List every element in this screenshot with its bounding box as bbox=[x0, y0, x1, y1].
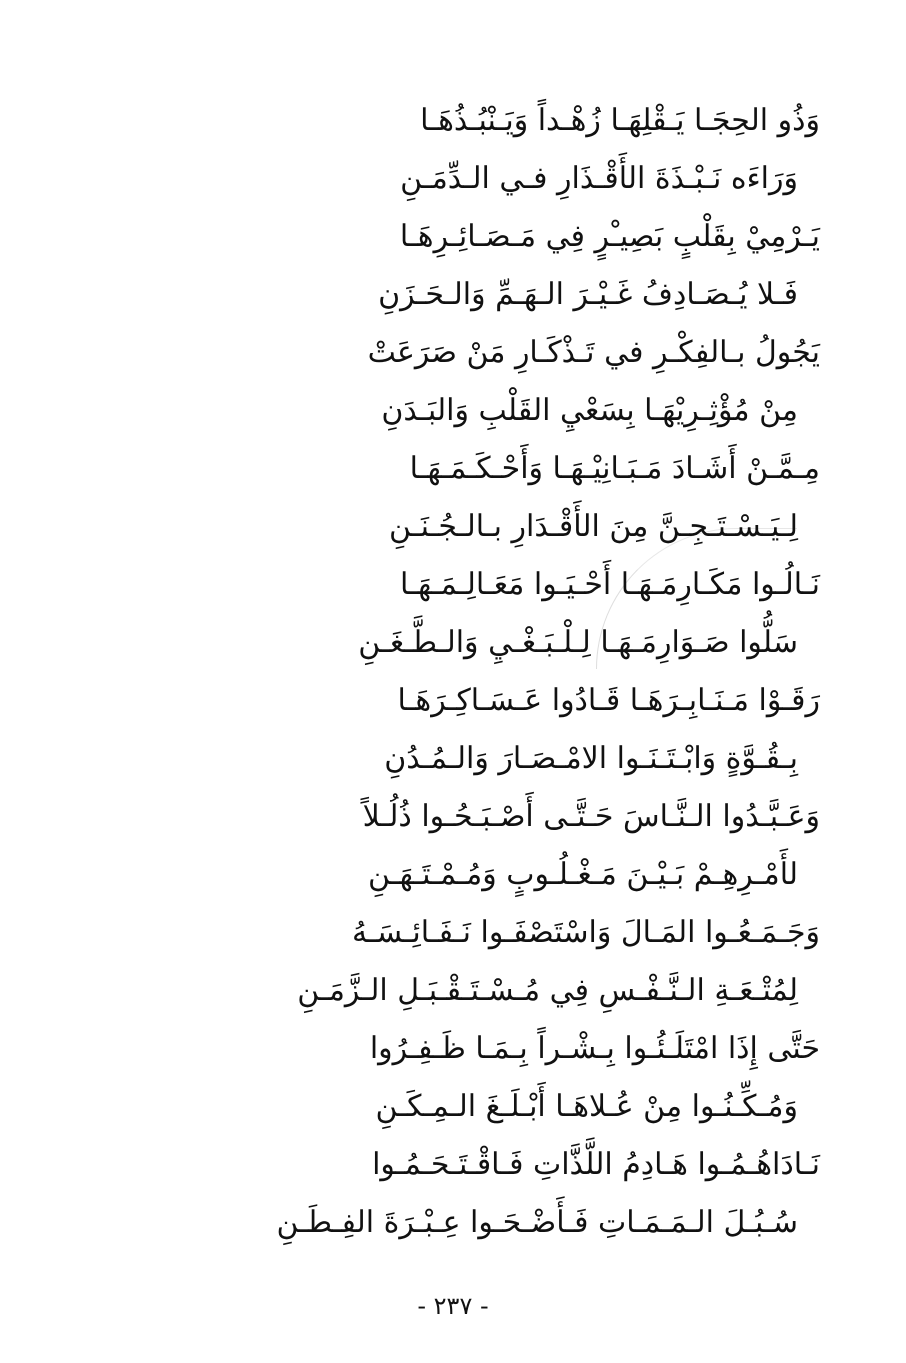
verse-line: لِـيَـسْـتَـجِـنَّ مِنَ الأَقْـدَارِ بـالـجُـنَـنِ bbox=[388, 509, 798, 544]
verse-line: سَلُّوا صَـوَارِمَـهَـا لِـلْـبَـغْـيِ وَالـطَّـغَـنِ bbox=[358, 625, 798, 660]
verse-line: نَـادَاهُـمُـوا هَـادِمُ اللَّذَّاتِ فَـاقْـتَـحَـمُـوا bbox=[372, 1147, 820, 1182]
verse-line: وَعَـبَّـدُوا الـنَّـاسَ حَـتَّـى أَصْـبَـحُـوا ذُلُـلاً bbox=[362, 799, 820, 834]
verse-line: وَمُـكِّـنُـوا مِنْ عُـلاهَـا أَبْـلَـغَ الـمِـكَـنِ bbox=[375, 1089, 798, 1124]
verse-line: مِـمَّـنْ أَشَـادَ مَـبَـانِيْـهَـا وَأَحْـكَـمَـهَـا bbox=[409, 451, 820, 486]
verse-line: وَرَاءَه نَـبْـذَةَ الأَقْـذَارِ فـي الـدِّمَـنِ bbox=[400, 161, 798, 196]
verse-line: نَـالُـوا مَكَـارِمَـهَـا أَحْـيَـوا مَعَـالِـمَـهَـا bbox=[400, 567, 820, 602]
verse-line: مِنْ مُؤْثِـرِيْهَـا بِسَعْيِ القَلْبِ وَالبَـدَنِ bbox=[381, 393, 798, 428]
verse-line: بِـقُـوَّةٍ وَابْـتَـنَـوا الامْـصَـارَ وَالـمُـدُنِ bbox=[384, 741, 798, 776]
verse-line: لِمُتْـعَـةِ الـنَّـفْـسِ فِي مُـسْـتَـقْـبَـلِ الـزَّمَـنِ bbox=[297, 973, 798, 1008]
verse-line: وَجَـمَـعُـوا المَـالَ وَاسْتَصْفَـوا نَـفَـائِـسَـهُ bbox=[351, 915, 820, 950]
verse-line: يَـرْمِيْ بِقَلْبٍ بَصِيـْرٍ فِي مَـصَـائِـرِهَـا bbox=[399, 219, 820, 254]
verse-line: رَقَـوْا مَـنَـابِـرَهَـا قَـادُوا عَـسَـاكِـرَهَـا bbox=[397, 683, 820, 718]
poem-body bbox=[120, 92, 820, 1252]
verse-line: يَجُولُ بـالفِكْـرِ في تَـذْكَـارِ مَنْ صَرَعَتْ bbox=[367, 335, 820, 370]
verse-line: وَذُو الحِجَـا يَـقْلِهَـا زُهْـداً وَيَـنْبُـذُهَـا bbox=[420, 103, 820, 138]
verse-line: سُـبُـلَ الـمَـمَـاتِ فَـأَضْـحَـوا عِـبْـرَةَ الفِـطَـنِ bbox=[276, 1205, 798, 1240]
verse-line: فَـلا يُـصَـادِفُ غَـيْـرَ الـهَـمِّ وَالـحَـزَنِ bbox=[378, 277, 798, 312]
page-number: - ٢٣٧ - bbox=[417, 1292, 489, 1320]
verse-line: حَتَّى إِذَا امْتَلَـئُـوا بِـشْـراً بِـمَـا ظَـفِـرُوا bbox=[369, 1031, 820, 1066]
verse-line: لأَمْـرِهِـمْ بَـيْـنَ مَـغْـلُـوبٍ وَمُـمْـتَـهَـنِ bbox=[367, 857, 798, 892]
